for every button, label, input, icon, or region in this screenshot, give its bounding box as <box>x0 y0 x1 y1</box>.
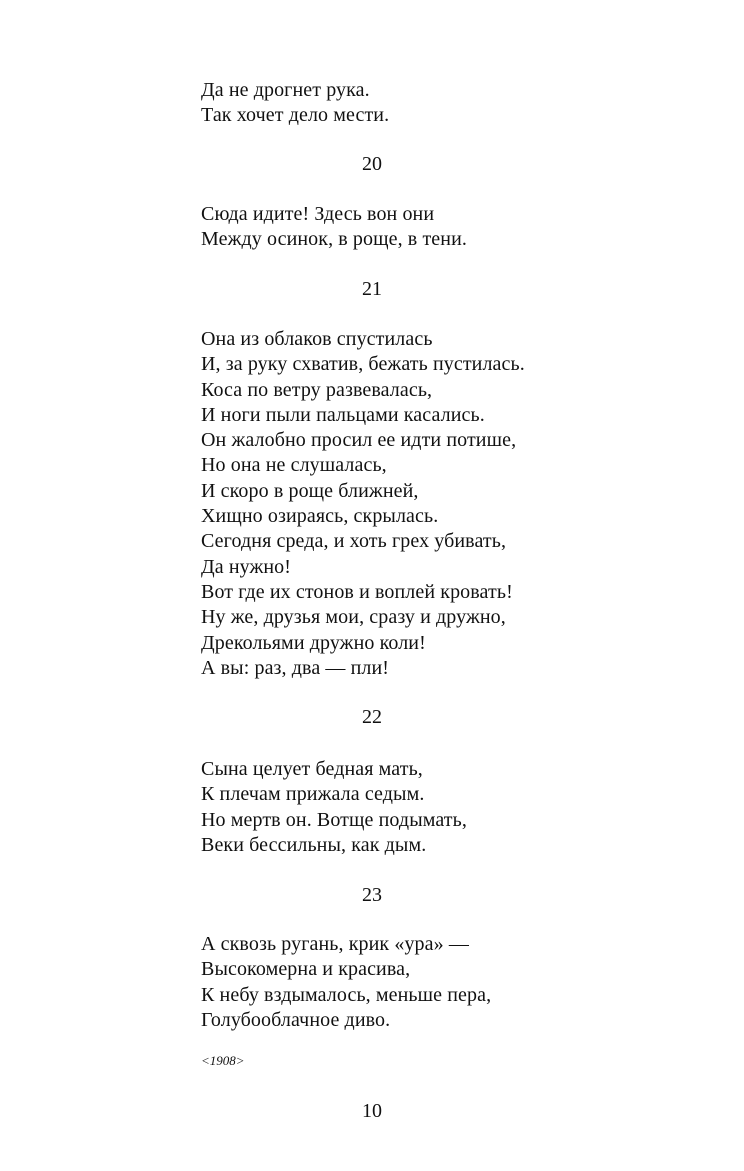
intro-stanza <box>201 78 721 129</box>
poem-line: Веки бессильны, как дым. <box>201 833 427 856</box>
poem-line: Вот где их стонов и воплей кровать! <box>201 580 513 603</box>
poem-line: А сквозь ругань, крик «ура» — <box>201 933 469 955</box>
stanza-23 <box>201 932 721 1033</box>
poem-line: Коса по ветру развевалась, <box>201 378 433 401</box>
poem-line: Он жалобно просил ее идти потише, <box>201 429 517 452</box>
poem-line: Сюда идите! Здесь вон они <box>201 203 435 225</box>
poem-line: К плечам прижала седым. <box>201 783 425 806</box>
stanza-21 <box>201 327 721 681</box>
poem-line: К небу вздымалось, меньше пера, <box>201 983 492 1006</box>
poem-line: Дрекольями дружно коли! <box>201 631 426 654</box>
poem-line: Сегодня среда, и хоть грех убивать, <box>201 530 507 553</box>
poem-line: Да нужно! <box>201 555 292 578</box>
poem-date: <1908> <box>201 1053 245 1068</box>
poem-line: Сына целует бедная мать, <box>201 758 423 780</box>
poem-line: А вы: раз, два — пли! <box>201 656 390 679</box>
poem-line: И, за руку схватив, бежать пустилась. <box>201 353 525 376</box>
section-number-21: 21 <box>362 278 382 300</box>
stanza-20 <box>201 202 721 253</box>
section-number-22: 22 <box>362 706 382 728</box>
poem-line: Хищно озираясь, скрылась. <box>201 505 439 528</box>
poem-line: Так хочет дело мести. <box>201 104 390 127</box>
section-number-20: 20 <box>362 153 382 175</box>
page-number: 10 <box>362 1100 382 1122</box>
section-number-23: 23 <box>362 884 382 906</box>
poem-line: Между осинок, в роще, в тени. <box>201 228 467 251</box>
poem-line: Но она не слушалась, <box>201 454 387 477</box>
poem-line: Но мертв он. Вотще подымать, <box>201 808 467 831</box>
poem-line: И скоро в роще ближней, <box>201 479 419 502</box>
stanza-22 <box>201 757 721 858</box>
poem-line: Да не дрогнет рука. <box>201 79 370 101</box>
poem-line: Высокомерна и красива, <box>201 958 411 981</box>
poem-line: Голубооблачное диво. <box>201 1008 391 1031</box>
poem-line: Ну же, друзья мои, сразу и дружно, <box>201 606 506 629</box>
poem-line: И ноги пыли пальцами касались. <box>201 403 485 426</box>
poem-line: Она из облаков спустилась <box>201 328 433 350</box>
